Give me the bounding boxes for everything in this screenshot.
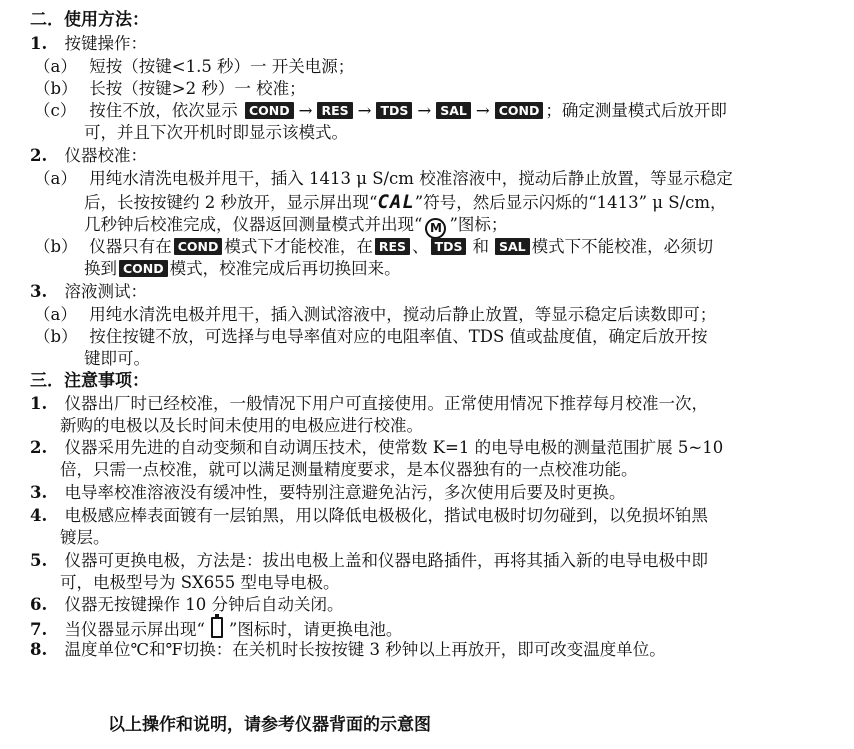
mode-tag-cond: COND [174, 238, 223, 255]
text-segment: ”符号，然后显示闪烁的“1413” μ S/cm， [414, 193, 727, 212]
sub-item-text: 长按（按键>2 秒）一 校准； [89, 79, 306, 98]
item-number: 7. [30, 620, 48, 639]
mode-tag-cond: COND [119, 260, 168, 277]
sub-item-prefix: （b） [34, 327, 78, 346]
mode-tag-cond: COND [245, 102, 294, 119]
note-continuation: 镀层。 [60, 528, 110, 547]
note-item-8 [30, 639, 666, 661]
sub-item-text: 用纯水清洗电极并甩干，插入测试溶液中，搅动后静止放置，等显示稳定后读数即可； [89, 305, 717, 324]
sub-item-prefix: （c） [34, 101, 77, 120]
item-number: 1. [30, 34, 48, 53]
sub-item-prefix: （a） [34, 169, 77, 188]
arrow-icon: → [417, 101, 432, 120]
sub-item-test-steps [34, 304, 716, 326]
sub-item-text: ；确定测量模式后放开即 [545, 101, 727, 120]
item-number: 2. [30, 146, 48, 165]
note-item-2 [30, 437, 723, 459]
arrow-icon: → [475, 101, 490, 120]
item-number: 3. [30, 483, 48, 502]
sub-item-continuation: 可，并且下次开机时即显示该模式。 [84, 123, 348, 142]
mode-tag-cond: COND [495, 102, 544, 119]
text-segment: 模式下不能校准，必须切 [531, 237, 714, 256]
mode-tag-res: RES [375, 238, 410, 255]
sub-item-prefix: （a） [34, 57, 77, 76]
note-continuation: 新购的电极以及长时间未使用的电极应进行校准。 [60, 416, 423, 435]
mode-tag-tds: TDS [431, 238, 467, 255]
sub-item-continuation: 键即可。 [84, 349, 150, 368]
mode-tag-tds: TDS [376, 102, 412, 119]
note-text: 温度单位℃和℉切换：在关机时长按按键 3 秒钟以上再放开，即可改变温度单位。 [64, 640, 666, 659]
item-calibration [30, 145, 147, 167]
item-number: 5. [30, 551, 48, 570]
sub-item-prefix: （a） [34, 305, 77, 324]
measure-mode-icon: M [425, 218, 446, 239]
text-segment: 仪器只有在 [89, 237, 172, 256]
mode-tag-sal: SAL [495, 238, 530, 255]
text-segment: 、 [412, 237, 429, 256]
item-text: 溶液测试： [64, 282, 147, 301]
cal-symbol: CAL [377, 191, 415, 213]
item-number: 2. [30, 438, 48, 457]
note-text: 仪器无按键操作 10 分钟后自动关闭。 [64, 595, 344, 614]
text-segment: 后，长按按键约 2 秒放开，显示屏出现“ [84, 193, 378, 212]
sub-item-calibration-mode [34, 236, 713, 258]
sub-item-text: 按住不放，依次显示 [89, 101, 238, 120]
sub-item-calibration-steps [34, 168, 733, 190]
sub-item-prefix: （b） [34, 237, 78, 256]
note-text: 仪器可更换电极，方法是：拔出电极上盖和仪器电路插件，再将其插入新的电导电极中即 [64, 551, 708, 570]
item-number: 4. [30, 506, 48, 525]
note-text: 当仪器显示屏出现“ [64, 620, 205, 639]
item-key-operation [30, 33, 147, 55]
sub-item-text: 用纯水清洗电极并甩干，插入 1413 μ S/cm 校准溶液中，搅动后静止放置，等显示稳定 [89, 169, 733, 188]
sub-item-hold-cycle [34, 100, 727, 122]
footer-note: 以上操作和说明，请参考仪器背面的示意图 [108, 715, 431, 735]
note-text: 仪器采用先进的自动变频和自动调压技术，使常数 K=1 的电导电极的测量范围扩展 5~10 [64, 438, 724, 457]
sub-item-prefix: （b） [34, 79, 78, 98]
note-item-6 [30, 594, 343, 616]
sub-item-short-press [34, 56, 354, 78]
sub-item-text: 按住按键不放，可选择与电导率值对应的电阻率值、TDS 值或盐度值，确定后放开按 [89, 327, 708, 346]
note-item-5 [30, 550, 708, 572]
item-text: 按键操作： [64, 34, 147, 53]
text-segment: 换到 [84, 259, 117, 278]
item-number: 3. [30, 282, 48, 301]
mode-tag-res: RES [317, 102, 352, 119]
text-segment: ”图标； [449, 215, 508, 234]
sub-item-long-press [34, 78, 306, 100]
item-solution-test [30, 281, 147, 303]
arrow-icon: → [298, 101, 313, 120]
item-number: 1. [30, 394, 48, 413]
item-number: 8. [30, 640, 48, 659]
section-title-usage: 二．使用方法： [30, 10, 149, 30]
note-item-7 [30, 617, 402, 641]
section-title-notes: 三．注意事项： [30, 371, 149, 391]
text-segment: 和 [472, 237, 489, 256]
sub-item-continuation [84, 258, 401, 280]
text-segment: 模式，校准完成后再切换回来。 [169, 259, 401, 278]
arrow-icon: → [357, 101, 372, 120]
sub-item-text: 短按（按键<1.5 秒）一 开关电源； [89, 57, 355, 76]
text-segment: 模式下才能校准，在 [224, 237, 373, 256]
note-continuation: 可，电极型号为 SX655 型电导电极。 [60, 573, 340, 592]
mode-tag-sal: SAL [436, 102, 471, 119]
note-text: ”图标时，请更换电池。 [228, 620, 403, 639]
sub-item-test-select [34, 326, 708, 348]
text-segment: 几秒钟后校准完成，仪器返回测量模式并出现“ [84, 215, 423, 234]
item-number: 6. [30, 595, 48, 614]
note-text: 电导率校准溶液没有缓冲性，要特别注意避免沾污，多次使用后要及时更换。 [64, 483, 626, 502]
battery-icon [211, 617, 223, 638]
note-text: 仪器出厂时已经校准，一般情况下用户可直接使用。正常使用情况下推荐每月校准一次， [64, 394, 708, 413]
sub-item-continuation [84, 191, 727, 214]
note-item-3 [30, 482, 625, 504]
note-continuation: 倍，只需一点校准，就可以满足测量精度要求，是本仪器独有的一点校准功能。 [60, 460, 638, 479]
note-item-1 [30, 393, 708, 415]
item-text: 仪器校准： [64, 146, 147, 165]
note-text: 电极感应棒表面镀有一层铂黑，用以降低电极极化，揩试电极时切勿碰到，以免损坏铂黑 [64, 506, 708, 525]
note-item-4 [30, 505, 708, 527]
